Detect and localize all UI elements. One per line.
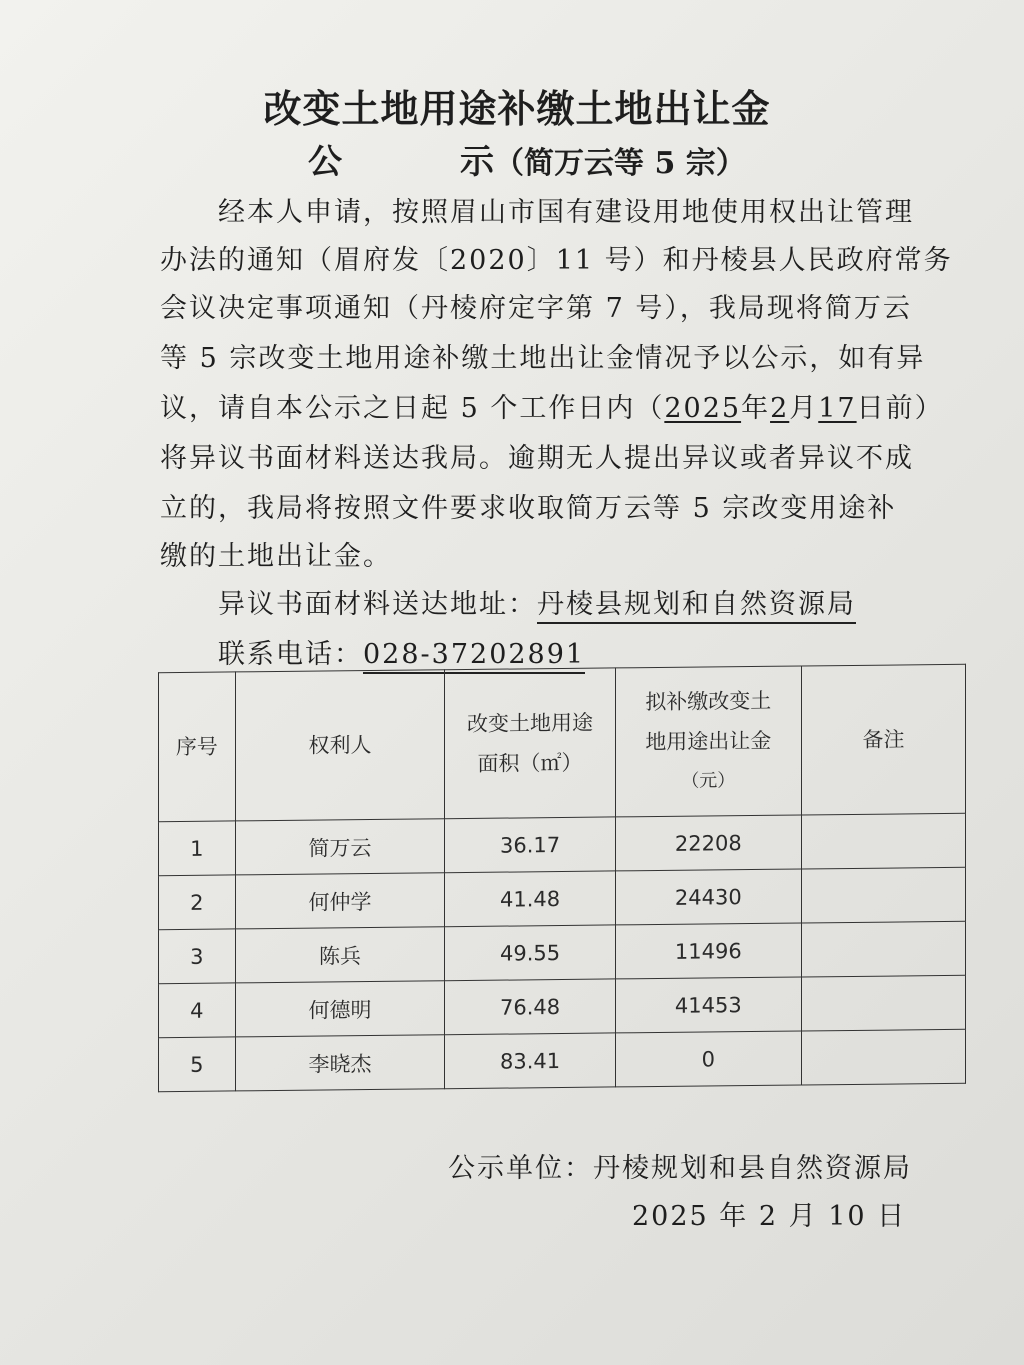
fee-table bbox=[158, 664, 966, 1092]
cell-holder: 陈兵 bbox=[235, 927, 445, 983]
header-remark: 备注 bbox=[801, 664, 965, 815]
cell-fee: 22208 bbox=[615, 815, 801, 871]
deadline-year-unit: 年 bbox=[741, 393, 771, 424]
address-label: 异议书面材料送达地址： bbox=[218, 589, 537, 620]
cell-remark bbox=[801, 975, 965, 1031]
cell-area: 41.48 bbox=[445, 871, 615, 927]
cell-fee: 0 bbox=[615, 1031, 801, 1087]
cell-fee: 41453 bbox=[615, 977, 801, 1033]
cell-remark bbox=[801, 921, 965, 977]
body-line-6: 将异议书面材料送达我局。逾期无人提出异议或者异议不成 bbox=[160, 443, 914, 474]
phone-label: 联系电话： bbox=[218, 639, 363, 670]
cell-remark bbox=[801, 813, 965, 869]
table-row bbox=[159, 975, 966, 1037]
cell-seq: 2 bbox=[159, 875, 236, 930]
cell-seq: 4 bbox=[159, 983, 236, 1038]
body-line-7: 立的，我局将按照文件要求收取简万云等 5 宗改变用途补 bbox=[160, 493, 897, 524]
objection-address bbox=[218, 582, 856, 621]
header-fee-line3: （元） bbox=[681, 770, 736, 792]
cell-seq: 1 bbox=[159, 821, 236, 876]
cell-remark bbox=[801, 1029, 965, 1085]
cell-fee: 11496 bbox=[615, 923, 801, 979]
deadline-suffix: 日前） bbox=[856, 393, 944, 424]
cell-area: 49.55 bbox=[445, 925, 615, 981]
cell-remark bbox=[801, 867, 965, 923]
body-line-2: 办法的通知（眉府发〔2020〕11 号）和丹棱县人民政府常务 bbox=[160, 245, 953, 276]
deadline-month: 2 bbox=[770, 393, 790, 424]
issue-date: 2025 年 2 月 10 日 bbox=[632, 1201, 907, 1232]
header-area bbox=[445, 668, 615, 819]
cell-area: 83.41 bbox=[445, 1033, 615, 1089]
header-seq: 序号 bbox=[159, 672, 236, 822]
header-fee-line2: 地用途出让金 bbox=[645, 728, 772, 755]
deadline-month-unit: 月 bbox=[789, 393, 819, 424]
header-fee-line1: 拟补缴改变土 bbox=[645, 688, 772, 715]
subtitle-char-shi: 示 bbox=[460, 142, 494, 182]
cell-holder: 何德明 bbox=[235, 981, 445, 1037]
table-header-row bbox=[159, 664, 966, 821]
cell-holder: 李晓杰 bbox=[235, 1035, 445, 1091]
table-row bbox=[159, 1029, 966, 1091]
table-row bbox=[159, 813, 966, 875]
cell-holder: 何仲学 bbox=[235, 873, 445, 929]
notice-subtitle bbox=[308, 134, 746, 183]
body-line-1: 经本人申请，按照眉山市国有建设用地使用权出让管理 bbox=[160, 197, 914, 228]
header-holder: 权利人 bbox=[235, 670, 445, 821]
notice-title: 改变土地用途补缴土地出让金 bbox=[263, 86, 771, 131]
table-row bbox=[159, 921, 966, 983]
cell-area: 36.17 bbox=[445, 817, 615, 873]
cell-holder: 简万云 bbox=[235, 819, 445, 875]
body-line-8: 缴的土地出让金。 bbox=[160, 541, 392, 572]
table-row bbox=[159, 867, 966, 929]
header-area-line1: 改变土地用途 bbox=[467, 710, 594, 736]
deadline-day: 17 bbox=[818, 393, 857, 424]
phone-value: 028-37202891 bbox=[363, 639, 585, 674]
deadline-prefix: 议，请自本公示之日起 5 个工作日内（ bbox=[160, 393, 665, 424]
subtitle-paren: （简万云等 5 宗） bbox=[494, 146, 746, 181]
deadline-year: 2025 bbox=[664, 393, 742, 424]
cell-fee: 24430 bbox=[615, 869, 801, 925]
cell-area: 76.48 bbox=[445, 979, 615, 1035]
body-line-4: 等 5 宗改变土地用途补缴土地出让金情况予以公示，如有异 bbox=[160, 343, 926, 374]
cell-seq: 5 bbox=[159, 1037, 236, 1092]
cell-seq: 3 bbox=[159, 929, 236, 984]
body-line-5 bbox=[160, 386, 944, 425]
header-area-line2: 面积（㎡） bbox=[477, 750, 583, 776]
header-fee bbox=[615, 666, 801, 817]
body-line-3: 会议决定事项通知（丹棱府定字第 7 号），我局现将简万云 bbox=[160, 293, 912, 324]
address-value: 丹棱县规划和自然资源局 bbox=[537, 589, 856, 624]
contact-phone bbox=[218, 632, 585, 671]
issuing-unit: 公示单位：丹棱规划和县自然资源局 bbox=[448, 1153, 912, 1184]
subtitle-char-gong: 公 bbox=[308, 142, 342, 182]
